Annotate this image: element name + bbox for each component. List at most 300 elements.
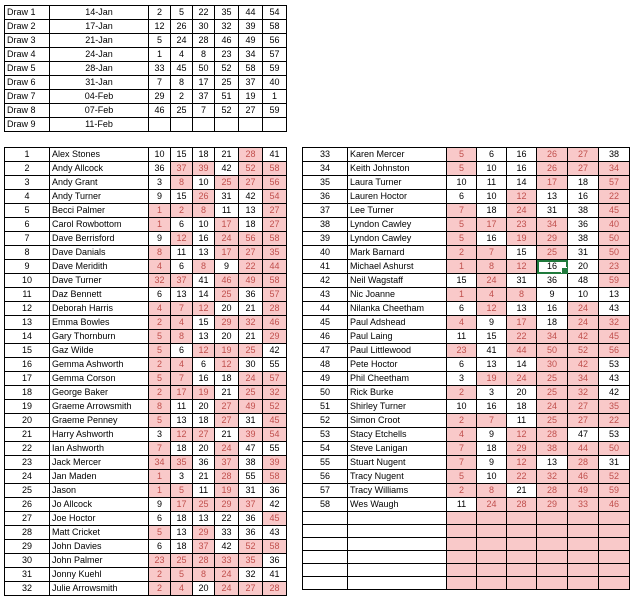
player-pick-cell[interactable]: 14 <box>507 176 537 190</box>
player-pick-cell[interactable]: 21 <box>239 330 263 344</box>
draw-number-cell[interactable]: 27 <box>239 104 263 118</box>
player-pick-cell[interactable]: 44 <box>507 344 537 358</box>
player-pick-cell[interactable]: 50 <box>599 232 630 246</box>
player-pick-cell[interactable]: 2 <box>447 414 477 428</box>
player-pick-cell[interactable]: 28 <box>263 302 287 316</box>
player-pick-cell[interactable]: 7 <box>447 204 477 218</box>
player-pick-cell[interactable]: 38 <box>599 148 630 162</box>
player-pick-cell[interactable]: 17 <box>171 498 193 512</box>
player-pick-cell[interactable]: 24 <box>477 274 507 288</box>
player-number-cell[interactable]: 25 <box>5 484 50 498</box>
player-pick-cell[interactable]: 31 <box>599 456 630 470</box>
player-pick-cell[interactable]: 2 <box>149 316 171 330</box>
player-name-cell[interactable]: Neil Wagstaff <box>348 274 447 288</box>
player-pick-cell[interactable]: 18 <box>171 442 193 456</box>
player-pick-cell[interactable]: 25 <box>537 246 568 260</box>
player-pick-cell[interactable]: 12 <box>193 344 215 358</box>
draw-number-cell[interactable] <box>215 118 239 132</box>
player-pick-cell[interactable]: 22 <box>507 330 537 344</box>
player-number-cell[interactable]: 8 <box>5 246 50 260</box>
draw-date-cell[interactable]: 17-Jan <box>50 20 149 34</box>
empty-pick-cell[interactable] <box>537 564 568 577</box>
player-pick-cell[interactable]: 28 <box>215 470 239 484</box>
empty-cell[interactable] <box>303 538 348 551</box>
player-pick-cell[interactable]: 1 <box>149 204 171 218</box>
empty-pick-cell[interactable] <box>599 538 630 551</box>
draw-number-cell[interactable]: 4 <box>171 48 193 62</box>
empty-pick-cell[interactable] <box>568 512 599 525</box>
player-pick-cell[interactable]: 33 <box>568 498 599 512</box>
player-pick-cell[interactable]: 19 <box>215 484 239 498</box>
player-number-cell[interactable]: 1 <box>5 148 50 162</box>
player-pick-cell[interactable]: 55 <box>263 358 287 372</box>
player-pick-cell[interactable]: 7 <box>447 442 477 456</box>
player-pick-cell[interactable]: 20 <box>215 330 239 344</box>
player-name-cell[interactable]: Matt Cricket <box>50 526 149 540</box>
player-pick-cell[interactable]: 53 <box>599 428 630 442</box>
player-number-cell[interactable]: 45 <box>303 316 348 330</box>
player-pick-cell[interactable]: 38 <box>537 442 568 456</box>
player-number-cell[interactable]: 49 <box>303 372 348 386</box>
player-pick-cell[interactable]: 56 <box>263 176 287 190</box>
player-pick-cell[interactable]: 27 <box>239 246 263 260</box>
player-pick-cell[interactable]: 4 <box>149 302 171 316</box>
player-number-cell[interactable]: 33 <box>303 148 348 162</box>
player-pick-cell[interactable]: 19 <box>215 344 239 358</box>
player-pick-cell[interactable]: 52 <box>239 162 263 176</box>
player-pick-cell[interactable]: 34 <box>599 162 630 176</box>
empty-pick-cell[interactable] <box>537 525 568 538</box>
player-pick-cell[interactable]: 3 <box>477 386 507 400</box>
player-pick-cell[interactable]: 5 <box>447 470 477 484</box>
empty-cell[interactable] <box>348 512 447 525</box>
player-pick-cell[interactable]: 20 <box>215 302 239 316</box>
player-name-cell[interactable]: Graeme Penney <box>50 414 149 428</box>
empty-pick-cell[interactable] <box>507 564 537 577</box>
player-pick-cell[interactable]: 9 <box>537 288 568 302</box>
player-pick-cell[interactable]: 14 <box>193 288 215 302</box>
player-pick-cell[interactable]: 31 <box>239 414 263 428</box>
empty-pick-cell[interactable] <box>447 577 477 590</box>
player-pick-cell[interactable]: 39 <box>239 428 263 442</box>
player-pick-cell[interactable]: 27 <box>568 162 599 176</box>
player-pick-cell[interactable]: 18 <box>171 512 193 526</box>
player-pick-cell[interactable]: 56 <box>599 344 630 358</box>
draw-number-cell[interactable]: 12 <box>149 20 171 34</box>
player-number-cell[interactable]: 20 <box>5 414 50 428</box>
player-pick-cell[interactable]: 3 <box>149 176 171 190</box>
player-number-cell[interactable]: 44 <box>303 302 348 316</box>
player-pick-cell[interactable]: 2 <box>149 582 171 596</box>
player-pick-cell[interactable]: 18 <box>239 218 263 232</box>
player-pick-cell[interactable]: 53 <box>599 358 630 372</box>
player-pick-cell[interactable]: 25 <box>537 414 568 428</box>
player-pick-cell[interactable]: 24 <box>215 442 239 456</box>
draw-number-cell[interactable]: 1 <box>263 90 287 104</box>
player-pick-cell[interactable]: 3 <box>171 470 193 484</box>
draw-date-cell[interactable]: 14-Jan <box>50 6 149 20</box>
player-number-cell[interactable]: 3 <box>5 176 50 190</box>
player-pick-cell[interactable]: 1 <box>149 484 171 498</box>
player-number-cell[interactable]: 57 <box>303 484 348 498</box>
player-pick-cell[interactable]: 10 <box>149 148 171 162</box>
player-pick-cell[interactable]: 35 <box>599 400 630 414</box>
player-pick-cell[interactable]: 20 <box>193 400 215 414</box>
player-pick-cell[interactable]: 9 <box>149 498 171 512</box>
player-pick-cell[interactable]: 38 <box>568 232 599 246</box>
player-name-cell[interactable]: Karen Mercer <box>348 148 447 162</box>
player-number-cell[interactable]: 10 <box>5 274 50 288</box>
player-pick-cell[interactable]: 36 <box>149 162 171 176</box>
player-pick-cell[interactable]: 58 <box>263 470 287 484</box>
player-pick-cell[interactable]: 11 <box>507 414 537 428</box>
player-pick-cell[interactable]: 29 <box>215 316 239 330</box>
draw-number-cell[interactable]: 33 <box>149 62 171 76</box>
draw-number-cell[interactable] <box>193 118 215 132</box>
player-name-cell[interactable]: Gemma Ashworth <box>50 358 149 372</box>
draw-label-cell[interactable]: Draw 9 <box>5 118 50 132</box>
player-pick-cell[interactable]: 37 <box>171 162 193 176</box>
player-number-cell[interactable]: 11 <box>5 288 50 302</box>
player-name-cell[interactable]: Dave Berrisford <box>50 232 149 246</box>
player-pick-cell[interactable]: 44 <box>263 260 287 274</box>
draw-number-cell[interactable]: 32 <box>215 20 239 34</box>
player-number-cell[interactable]: 46 <box>303 330 348 344</box>
player-number-cell[interactable]: 19 <box>5 400 50 414</box>
player-pick-cell[interactable]: 23 <box>447 344 477 358</box>
player-pick-cell[interactable]: 9 <box>477 456 507 470</box>
player-pick-cell[interactable]: 10 <box>193 218 215 232</box>
player-pick-cell[interactable]: 4 <box>149 260 171 274</box>
player-name-cell[interactable]: Keith Johnston <box>348 162 447 176</box>
player-pick-cell[interactable]: 22 <box>239 260 263 274</box>
player-pick-cell[interactable]: 48 <box>568 274 599 288</box>
player-pick-cell[interactable]: 10 <box>447 176 477 190</box>
player-pick-cell[interactable]: 1 <box>447 260 477 274</box>
player-name-cell[interactable]: Stacy Etchells <box>348 428 447 442</box>
player-name-cell[interactable]: Ian Ashworth <box>50 442 149 456</box>
draw-number-cell[interactable]: 34 <box>239 48 263 62</box>
player-name-cell[interactable]: Alex Stones <box>50 148 149 162</box>
player-name-cell[interactable]: Andy Turner <box>50 190 149 204</box>
fill-handle[interactable] <box>561 267 568 274</box>
player-pick-cell[interactable]: 25 <box>193 498 215 512</box>
empty-pick-cell[interactable] <box>477 551 507 564</box>
draw-number-cell[interactable]: 19 <box>239 90 263 104</box>
draw-number-cell[interactable]: 7 <box>193 104 215 118</box>
player-number-cell[interactable]: 14 <box>5 330 50 344</box>
player-pick-cell[interactable]: 24 <box>568 302 599 316</box>
player-pick-cell[interactable]: 24 <box>215 582 239 596</box>
empty-pick-cell[interactable] <box>568 551 599 564</box>
draw-number-cell[interactable]: 25 <box>215 76 239 90</box>
player-pick-cell[interactable]: 43 <box>599 302 630 316</box>
empty-pick-cell[interactable] <box>447 564 477 577</box>
draw-number-cell[interactable]: 17 <box>193 76 215 90</box>
player-pick-cell[interactable]: 25 <box>239 344 263 358</box>
player-pick-cell[interactable]: 35 <box>239 554 263 568</box>
player-number-cell[interactable]: 34 <box>303 162 348 176</box>
player-pick-cell[interactable]: 31 <box>568 246 599 260</box>
player-number-cell[interactable]: 43 <box>303 288 348 302</box>
player-pick-cell[interactable]: 46 <box>599 498 630 512</box>
player-pick-cell[interactable]: 13 <box>171 288 193 302</box>
player-pick-cell[interactable]: 22 <box>599 414 630 428</box>
player-number-cell[interactable]: 22 <box>5 442 50 456</box>
player-pick-cell[interactable]: 8 <box>171 330 193 344</box>
player-pick-cell[interactable]: 18 <box>537 316 568 330</box>
empty-pick-cell[interactable] <box>477 538 507 551</box>
player-pick-cell[interactable]: 32 <box>239 316 263 330</box>
player-name-cell[interactable]: Jan Maden <box>50 470 149 484</box>
player-pick-cell[interactable]: 6 <box>149 288 171 302</box>
player-pick-cell[interactable]: 41 <box>263 148 287 162</box>
player-pick-cell[interactable]: 28 <box>537 428 568 442</box>
player-pick-cell[interactable]: 5 <box>447 162 477 176</box>
player-pick-cell[interactable]: 12 <box>193 302 215 316</box>
player-pick-cell[interactable]: 5 <box>149 330 171 344</box>
player-number-cell[interactable]: 23 <box>5 456 50 470</box>
empty-cell[interactable] <box>303 577 348 590</box>
player-name-cell[interactable]: Daz Bennett <box>50 288 149 302</box>
draw-number-cell[interactable]: 52 <box>215 62 239 76</box>
draw-date-cell[interactable]: 28-Jan <box>50 62 149 76</box>
player-pick-cell[interactable]: 27 <box>263 204 287 218</box>
player-pick-cell[interactable]: 12 <box>507 456 537 470</box>
player-number-cell[interactable]: 7 <box>5 232 50 246</box>
player-pick-cell[interactable]: 24 <box>507 372 537 386</box>
empty-pick-cell[interactable] <box>599 551 630 564</box>
draw-number-cell[interactable]: 59 <box>263 62 287 76</box>
player-pick-cell[interactable]: 24 <box>477 498 507 512</box>
player-pick-cell[interactable]: 57 <box>599 176 630 190</box>
player-name-cell[interactable]: Gaz Wilde <box>50 344 149 358</box>
empty-pick-cell[interactable] <box>537 512 568 525</box>
player-pick-cell[interactable]: 5 <box>149 414 171 428</box>
player-pick-cell[interactable]: 36 <box>537 274 568 288</box>
player-name-cell[interactable]: Jonny Kuehl <box>50 568 149 582</box>
player-pick-cell[interactable]: 13 <box>477 358 507 372</box>
player-pick-cell[interactable]: 28 <box>193 554 215 568</box>
player-pick-cell[interactable]: 20 <box>193 442 215 456</box>
empty-pick-cell[interactable] <box>447 538 477 551</box>
player-number-cell[interactable]: 4 <box>5 190 50 204</box>
player-pick-cell[interactable]: 15 <box>171 190 193 204</box>
player-pick-cell[interactable]: 12 <box>171 232 193 246</box>
draw-number-cell[interactable]: 30 <box>193 20 215 34</box>
player-number-cell[interactable]: 31 <box>5 568 50 582</box>
player-pick-cell[interactable]: 32 <box>599 316 630 330</box>
player-pick-cell[interactable]: 5 <box>447 218 477 232</box>
player-pick-cell[interactable]: 11 <box>193 484 215 498</box>
player-number-cell[interactable]: 47 <box>303 344 348 358</box>
player-pick-cell[interactable]: 15 <box>447 274 477 288</box>
draw-date-cell[interactable]: 07-Feb <box>50 104 149 118</box>
player-pick-cell[interactable]: 24 <box>215 568 239 582</box>
player-pick-cell[interactable]: 54 <box>263 428 287 442</box>
draw-label-cell[interactable]: Draw 7 <box>5 90 50 104</box>
player-pick-cell[interactable]: 29 <box>537 498 568 512</box>
player-number-cell[interactable]: 15 <box>5 344 50 358</box>
draw-number-cell[interactable]: 58 <box>239 62 263 76</box>
player-pick-cell[interactable]: 8 <box>171 176 193 190</box>
player-number-cell[interactable]: 58 <box>303 498 348 512</box>
empty-cell[interactable] <box>348 551 447 564</box>
player-pick-cell[interactable]: 19 <box>477 372 507 386</box>
draw-number-cell[interactable]: 39 <box>239 20 263 34</box>
player-pick-cell[interactable]: 33 <box>215 554 239 568</box>
player-pick-cell[interactable]: 57 <box>263 372 287 386</box>
player-pick-cell[interactable]: 1 <box>447 288 477 302</box>
player-pick-cell[interactable]: 16 <box>477 232 507 246</box>
player-pick-cell[interactable]: 6 <box>477 148 507 162</box>
empty-pick-cell[interactable] <box>599 577 630 590</box>
player-name-cell[interactable]: Gary Thornburn <box>50 330 149 344</box>
empty-pick-cell[interactable] <box>447 512 477 525</box>
player-pick-cell[interactable]: 55 <box>263 442 287 456</box>
player-name-cell[interactable]: Lee Turner <box>348 204 447 218</box>
player-pick-cell[interactable]: 11 <box>171 246 193 260</box>
player-pick-cell[interactable]: 4 <box>171 582 193 596</box>
player-pick-cell[interactable]: 18 <box>477 204 507 218</box>
player-name-cell[interactable]: Wes Waugh <box>348 498 447 512</box>
player-pick-cell[interactable]: 28 <box>507 498 537 512</box>
player-pick-cell[interactable]: 9 <box>477 428 507 442</box>
player-pick-cell[interactable]: 32 <box>263 386 287 400</box>
player-pick-cell[interactable]: 9 <box>477 316 507 330</box>
player-pick-cell[interactable]: 9 <box>149 190 171 204</box>
player-name-cell[interactable]: Stuart Nugent <box>348 456 447 470</box>
empty-pick-cell[interactable] <box>447 551 477 564</box>
draw-label-cell[interactable]: Draw 1 <box>5 6 50 20</box>
player-name-cell[interactable]: Joe Hoctor <box>50 512 149 526</box>
player-pick-cell[interactable]: 6 <box>447 302 477 316</box>
player-pick-cell[interactable]: 22 <box>599 190 630 204</box>
player-number-cell[interactable]: 55 <box>303 456 348 470</box>
player-pick-cell[interactable]: 27 <box>239 176 263 190</box>
player-pick-cell[interactable]: 15 <box>477 330 507 344</box>
player-pick-cell[interactable]: 24 <box>507 204 537 218</box>
player-pick-cell[interactable]: 18 <box>507 400 537 414</box>
player-number-cell[interactable]: 39 <box>303 232 348 246</box>
player-pick-cell[interactable]: 36 <box>263 484 287 498</box>
draw-number-cell[interactable]: 35 <box>215 6 239 20</box>
player-pick-cell[interactable]: 18 <box>477 442 507 456</box>
player-pick-cell[interactable]: 36 <box>568 218 599 232</box>
draw-number-cell[interactable]: 37 <box>239 76 263 90</box>
player-pick-cell[interactable]: 2 <box>149 568 171 582</box>
draw-number-cell[interactable]: 25 <box>171 104 193 118</box>
player-pick-cell[interactable]: 12 <box>507 260 537 274</box>
player-pick-cell[interactable]: 8 <box>507 288 537 302</box>
player-pick-cell[interactable]: 55 <box>239 470 263 484</box>
player-pick-cell[interactable]: 11 <box>447 498 477 512</box>
player-pick-cell[interactable]: 11 <box>447 330 477 344</box>
player-name-cell[interactable]: Nilanka Cheetham <box>348 302 447 316</box>
player-pick-cell[interactable]: 21 <box>215 428 239 442</box>
player-pick-cell[interactable]: 6 <box>193 358 215 372</box>
player-pick-cell[interactable]: 18 <box>568 176 599 190</box>
player-pick-cell[interactable]: 6 <box>149 512 171 526</box>
player-pick-cell[interactable]: 58 <box>263 162 287 176</box>
player-pick-cell[interactable]: 47 <box>568 428 599 442</box>
player-pick-cell[interactable]: 34 <box>568 372 599 386</box>
player-name-cell[interactable]: John Davies <box>50 540 149 554</box>
player-pick-cell[interactable]: 26 <box>537 162 568 176</box>
player-pick-cell[interactable]: 13 <box>537 190 568 204</box>
player-number-cell[interactable]: 21 <box>5 428 50 442</box>
empty-pick-cell[interactable] <box>568 564 599 577</box>
draw-number-cell[interactable]: 8 <box>171 76 193 90</box>
player-pick-cell[interactable]: 22 <box>215 512 239 526</box>
player-name-cell[interactable]: Graeme Arrowsmith <box>50 400 149 414</box>
player-pick-cell[interactable]: 12 <box>507 428 537 442</box>
player-pick-cell[interactable]: 8 <box>193 568 215 582</box>
player-pick-cell[interactable]: 16 <box>193 232 215 246</box>
player-pick-cell[interactable]: 2 <box>171 204 193 218</box>
player-pick-cell[interactable]: 52 <box>263 400 287 414</box>
player-pick-cell[interactable]: 31 <box>507 274 537 288</box>
empty-pick-cell[interactable] <box>568 577 599 590</box>
empty-pick-cell[interactable] <box>599 525 630 538</box>
player-pick-cell[interactable]: 27 <box>193 428 215 442</box>
draw-number-cell[interactable]: 29 <box>149 90 171 104</box>
player-pick-cell[interactable]: 10 <box>568 288 599 302</box>
player-pick-cell[interactable]: 5 <box>171 568 193 582</box>
player-pick-cell[interactable]: 6 <box>171 344 193 358</box>
draw-number-cell[interactable]: 2 <box>171 90 193 104</box>
player-pick-cell[interactable]: 2 <box>447 386 477 400</box>
player-pick-cell[interactable]: 27 <box>568 400 599 414</box>
draw-number-cell[interactable] <box>239 118 263 132</box>
draw-number-cell[interactable]: 58 <box>263 20 287 34</box>
player-pick-cell[interactable]: 13 <box>537 456 568 470</box>
player-number-cell[interactable]: 17 <box>5 372 50 386</box>
empty-cell[interactable] <box>303 525 348 538</box>
player-pick-cell[interactable]: 28 <box>568 456 599 470</box>
player-pick-cell[interactable]: 6 <box>447 190 477 204</box>
player-name-cell[interactable]: Julie Arrowsmith <box>50 582 149 596</box>
player-name-cell[interactable]: Dave Danials <box>50 246 149 260</box>
player-pick-cell[interactable]: 15 <box>507 246 537 260</box>
player-pick-cell[interactable]: 18 <box>193 414 215 428</box>
player-pick-cell[interactable]: 6 <box>171 218 193 232</box>
player-pick-cell[interactable]: 16 <box>537 302 568 316</box>
player-pick-cell[interactable]: 17 <box>215 246 239 260</box>
draw-date-cell[interactable]: 11-Feb <box>50 118 149 132</box>
draw-number-cell[interactable]: 52 <box>215 104 239 118</box>
player-number-cell[interactable]: 40 <box>303 246 348 260</box>
draw-number-cell[interactable]: 26 <box>171 20 193 34</box>
player-name-cell[interactable]: Gemma Corson <box>50 372 149 386</box>
player-pick-cell[interactable]: 34 <box>149 456 171 470</box>
player-pick-cell[interactable]: 30 <box>239 358 263 372</box>
player-pick-cell[interactable]: 7 <box>447 456 477 470</box>
player-pick-cell[interactable]: 32 <box>568 386 599 400</box>
player-number-cell[interactable]: 27 <box>5 512 50 526</box>
player-pick-cell[interactable]: 20 <box>568 260 599 274</box>
player-pick-cell[interactable]: 24 <box>239 372 263 386</box>
draw-number-cell[interactable]: 51 <box>215 90 239 104</box>
player-pick-cell[interactable]: 3 <box>149 428 171 442</box>
player-pick-cell[interactable]: 1 <box>149 218 171 232</box>
player-pick-cell[interactable]: 16 <box>568 190 599 204</box>
player-name-cell[interactable]: Pete Hoctor <box>348 358 447 372</box>
player-name-cell[interactable]: Lyndon Cawley <box>348 232 447 246</box>
draw-number-cell[interactable]: 59 <box>263 104 287 118</box>
player-pick-cell[interactable]: 30 <box>537 358 568 372</box>
empty-cell[interactable] <box>348 577 447 590</box>
